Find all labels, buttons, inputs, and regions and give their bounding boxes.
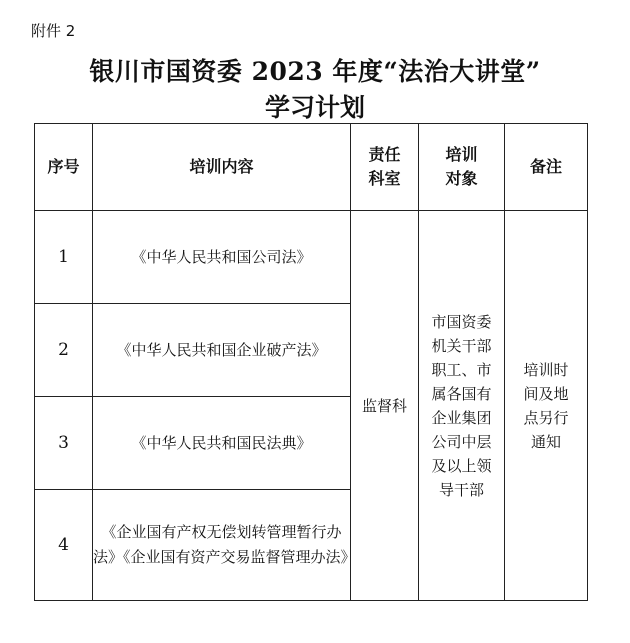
row-content: 《中华人民共和国企业破产法》 bbox=[93, 304, 351, 397]
header-content: 培训内容 bbox=[93, 124, 351, 211]
target-line: 导干部 bbox=[438, 480, 484, 499]
target-cell bbox=[419, 211, 505, 601]
row-seq: 4 bbox=[35, 490, 93, 601]
header-department bbox=[351, 124, 419, 211]
header-department-line1: 责任 bbox=[368, 145, 401, 164]
study-plan-table bbox=[34, 123, 588, 601]
header-target bbox=[419, 124, 505, 211]
target-line: 市国资委 bbox=[431, 312, 492, 331]
row-seq: 1 bbox=[35, 211, 93, 304]
document-title: 银川市国资委 2023 年度“法治大讲堂” bbox=[89, 57, 541, 86]
header-remarks: 备注 bbox=[505, 124, 588, 211]
row-seq: 3 bbox=[35, 397, 93, 490]
attachment-label: 附件 2 bbox=[31, 22, 76, 40]
remarks-line: 间及地 bbox=[523, 384, 569, 403]
target-line: 职工、市 bbox=[431, 360, 492, 379]
target-line: 机关干部 bbox=[431, 336, 492, 355]
remarks-line: 培训时 bbox=[523, 360, 569, 379]
row-content: 《企业国有产权无偿划转管理暂行办法》《企业国有资产交易监督管理办法》 bbox=[93, 490, 351, 601]
target-line: 及以上领 bbox=[431, 456, 492, 475]
row-seq: 2 bbox=[35, 304, 93, 397]
remarks-cell bbox=[505, 211, 588, 601]
document-subtitle: 学习计划 bbox=[264, 93, 365, 122]
target-line: 属各国有 bbox=[431, 384, 492, 403]
table-row bbox=[35, 211, 588, 304]
remarks-line: 点另行 bbox=[523, 408, 569, 427]
header-seq: 序号 bbox=[35, 124, 93, 211]
header-target-line2: 对象 bbox=[445, 169, 478, 188]
row-content: 《中华人民共和国公司法》 bbox=[93, 211, 351, 304]
remarks-line: 通知 bbox=[530, 432, 561, 451]
header-department-line2: 科室 bbox=[368, 169, 401, 188]
row-content: 《中华人民共和国民法典》 bbox=[93, 397, 351, 490]
table-header-row bbox=[35, 124, 588, 211]
department-cell: 监督科 bbox=[351, 211, 419, 601]
header-target-line1: 培训 bbox=[445, 145, 478, 164]
target-line: 企业集团 bbox=[431, 408, 492, 427]
target-line: 公司中层 bbox=[431, 432, 492, 451]
